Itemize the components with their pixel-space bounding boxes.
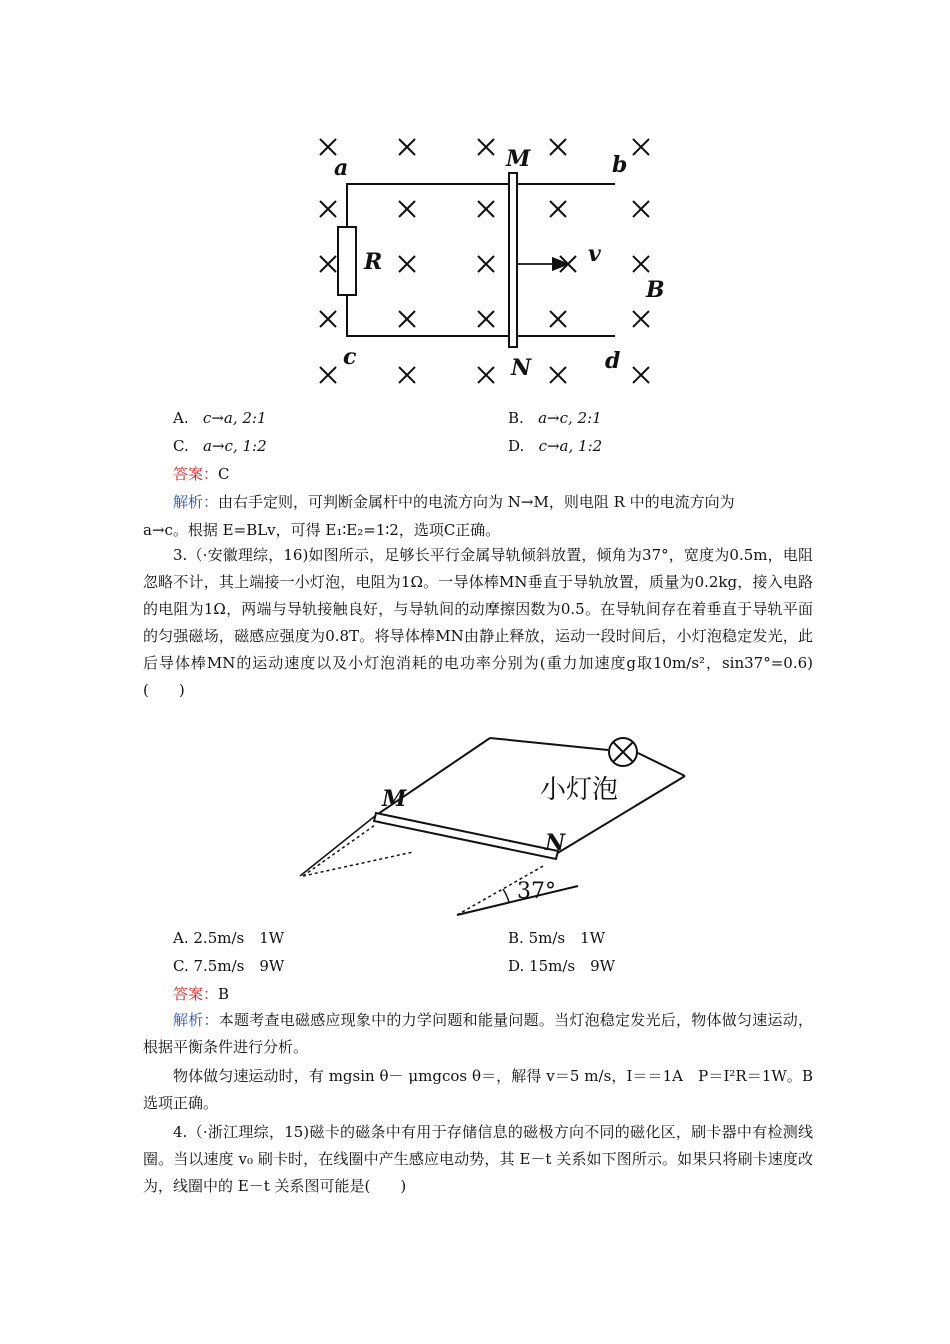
q3-option-c: C. 7.5m/s 9W	[173, 957, 285, 975]
label-d: d	[605, 348, 621, 374]
top-rail	[347, 184, 615, 227]
label-c: c	[343, 344, 357, 370]
label-v: v	[588, 241, 601, 267]
q2-option-a: A. c→a, 2:1	[173, 409, 267, 427]
q2-answer: 答案：C	[173, 465, 230, 483]
q4-stem: 4.（·浙江理综，15)磁卡的磁条中有用于存储信息的磁极方向不同的磁化区，刷卡器中有检测线圈。当以速度 v₀ 刷卡时，在线圈中产生感应电动势，其 E－t 关系如下图所示。如果只将刷卡速度改为，线圈中的 E－t 关系图可能是( )	[143, 1123, 813, 1195]
q3-answer: 答案：B	[173, 985, 230, 1003]
rod-mn-inclined	[374, 813, 558, 859]
q3-option-b: B. 5m/s 1W	[508, 929, 606, 947]
label-n-2: N	[545, 830, 566, 856]
label-bulb: 小灯泡	[540, 775, 619, 805]
q2-option-b: B. a→c, 2:1	[508, 409, 602, 427]
q2-option-c: C. a→c, 1:2	[173, 437, 267, 455]
label-r: R	[364, 249, 383, 275]
figure-rails-magnetic-field	[300, 125, 680, 395]
label-angle: 37°	[517, 879, 556, 904]
q2-option-d: D. c→a, 1:2	[508, 437, 603, 455]
resistor	[338, 227, 356, 295]
label-n: N	[511, 355, 532, 381]
label-a: a	[334, 155, 349, 181]
q3-analysis: 解析：本题考查电磁感应现象中的力学问题和能量问题。当灯泡稳定发光后，物体做匀速运动，根据平衡条件进行分析。	[143, 1011, 813, 1056]
q3-option-d: D. 15m/s 9W	[508, 957, 616, 975]
q3-analysis-2: 物体做匀速运动时，有 mgsin θ－ μmgcos θ＝，解得 v＝5 m/s，I＝＝1A P＝I²R＝1W。B选项正确。	[143, 1067, 813, 1112]
bulb-icon	[609, 738, 637, 766]
q2-analysis-line1: 解析：由右手定则，可判断金属杆中的电流方向为 N→M，则电阻 R 中的电流方向为	[173, 493, 735, 511]
q3-stem: 3.（·安徽理综，16)如图所示，足够长平行金属导轨倾斜放置，倾角为37°，宽度为0.5m，电阻忽略不计，其上端接一小灯泡，电阻为1Ω。一导体棒MN垂直于导轨放置，质量为0.2kg，接入电路的电阻为1Ω，两端与导轨接触良好，与导轨间的动摩擦因数为0.5。在导轨间存在着垂直于导轨平面的匀强磁场，磁感应强度为0.8T。将导体棒MN由静止释放，运动一段时间后，小灯泡稳定发光，此后导体棒MN的运动速度以及小灯泡消耗的电功率分别为(重力加速度g取10m/s²，sin37°=0.6)( )	[143, 546, 813, 699]
q3-option-a: A. 2.5m/s 1W	[173, 929, 285, 947]
label-b-field: B	[646, 277, 665, 303]
q2-analysis-line2: a→c。根据 E=BLv，可得 E₁∶E₂=1∶2，选项C正确。	[143, 521, 501, 539]
label-m-2: M	[382, 786, 407, 812]
rod-mn	[509, 173, 517, 347]
label-m: M	[506, 146, 531, 172]
bottom-rail	[347, 295, 615, 336]
label-b: b	[612, 152, 628, 178]
figure-inclined-rails	[295, 730, 695, 925]
